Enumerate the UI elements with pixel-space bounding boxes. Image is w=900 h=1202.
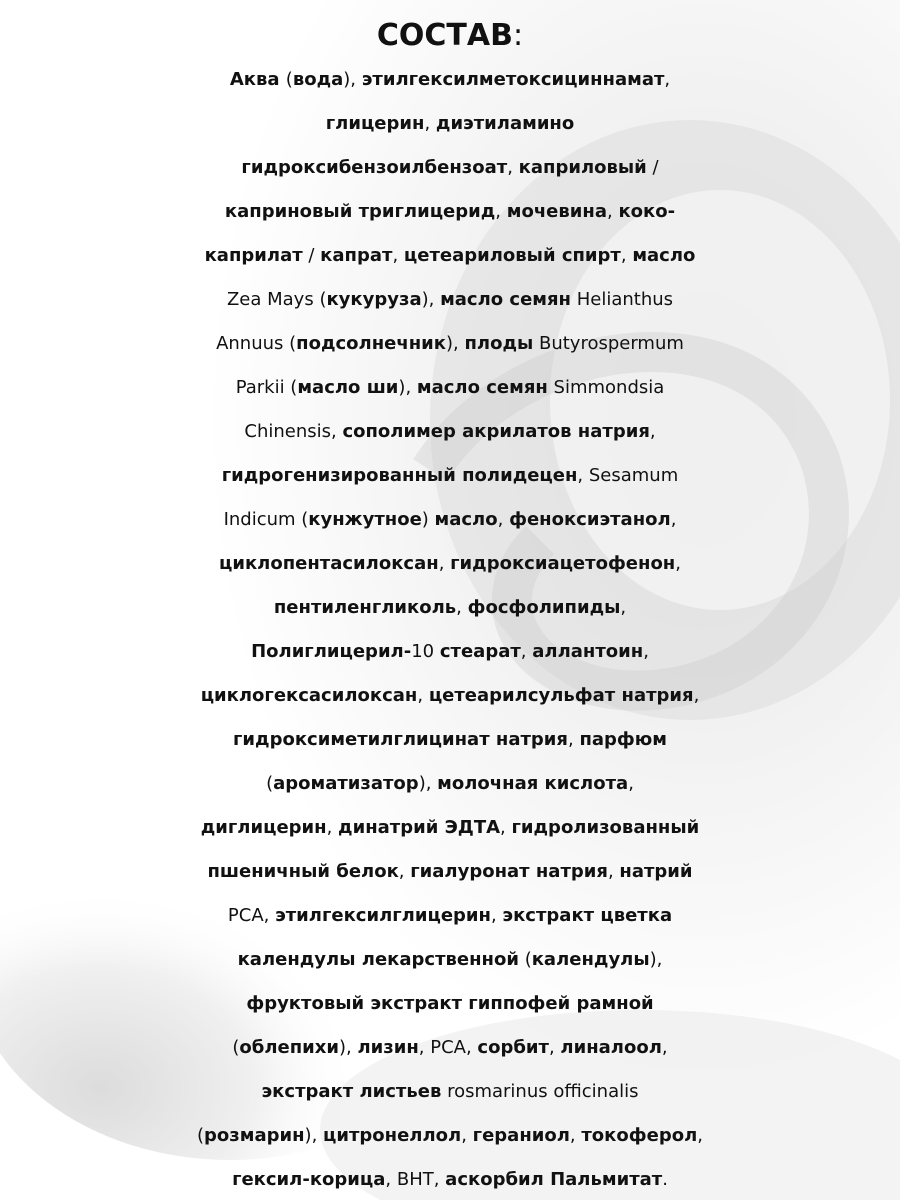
ingredient-name: фруктовый экстракт гиппофей рамной — [246, 993, 654, 1014]
ingredient-name: пшеничный белок — [207, 861, 399, 882]
ingredient-line — [0, 1158, 900, 1202]
ingredient-text: , — [607, 861, 620, 882]
ingredient-name: гидрогенизированный полидецен — [221, 465, 578, 486]
ingredient-text: , — [490, 905, 503, 926]
ingredient-text: Annuus ( — [216, 333, 297, 354]
ingredient-text: , — [693, 685, 700, 706]
ingredient-name: календулы лекарственной — [237, 949, 519, 970]
ingredient-name: коко- — [618, 201, 676, 222]
ingredient-name: Полиглицерил- — [251, 641, 412, 662]
ingredient-line — [0, 894, 900, 938]
ingredient-text: , — [456, 597, 468, 618]
ingredient-text: , — [606, 201, 619, 222]
ingredient-name: плоды — [464, 333, 534, 354]
ingredient-name: лизин — [357, 1037, 419, 1058]
ingredient-name: каприловый — [518, 157, 647, 178]
ingredient-text: , — [500, 817, 512, 838]
ingredient-text: , PCA, — [418, 1037, 478, 1058]
ingredient-text: , Sesamum — [577, 465, 679, 486]
ingredient-text: ( — [285, 69, 293, 90]
ingredient-name: фосфолипиды — [467, 597, 621, 618]
ingredient-text: , — [461, 1125, 473, 1146]
ingredient-name: гидроксиметилглицинат натрия — [233, 729, 568, 750]
ingredient-text: , — [675, 553, 681, 574]
ingredient-text: , — [438, 553, 451, 574]
ingredient-name: масло — [632, 245, 696, 266]
ingredient-text: / — [302, 245, 321, 266]
ingredient-text: , — [497, 509, 510, 530]
ingredient-line — [0, 718, 900, 762]
ingredient-text: , — [417, 685, 429, 706]
ingredient-text: , — [670, 509, 677, 530]
ingredient-text: ( — [197, 1125, 205, 1146]
ingredient-text: , — [392, 245, 404, 266]
ingredient-name: облепихи — [239, 1037, 339, 1058]
ingredient-text: ( — [232, 1037, 240, 1058]
ingredient-name: кукуруза — [326, 289, 422, 310]
ingredient-name: гераниол — [472, 1125, 570, 1146]
ingredient-text: , — [424, 113, 436, 134]
ingredient-text: ), — [339, 1037, 358, 1058]
ingredient-name: гексил-корица — [232, 1169, 386, 1190]
ingredient-text: ) — [421, 509, 435, 530]
ingredient-name: циклопентасилоксан — [219, 553, 439, 574]
ingredient-text: ), — [398, 377, 417, 398]
ingredient-name: аллантоин — [532, 641, 644, 662]
ingredient-text: , — [620, 245, 633, 266]
ingredient-name: цетеариловый спирт — [403, 245, 621, 266]
ingredient-name: каприлат — [204, 245, 303, 266]
ingredient-text: , — [567, 729, 580, 750]
ingredient-text: , — [661, 1037, 668, 1058]
section-title-text: СОСТАВ — [376, 18, 513, 53]
ingredient-text: Indicum ( — [223, 509, 309, 530]
ingredient-name: экстракт листьев — [261, 1081, 442, 1102]
ingredient-line — [0, 454, 900, 498]
ingredient-name: гидроксиацетофенон — [450, 553, 676, 574]
ingredient-name: вода — [292, 69, 344, 90]
ingredient-name: гиалуронат натрия — [410, 861, 608, 882]
ingredient-name: масло семян — [440, 289, 571, 310]
ingredient-line — [0, 190, 900, 234]
ingredient-name: этилгексилметоксициннамат — [361, 69, 665, 90]
ingredient-text: ), — [445, 333, 465, 354]
ingredient-name: экстракт цветка — [502, 905, 673, 926]
ingredient-name: феноксиэтанол — [509, 509, 671, 530]
ingredient-name: цитронеллол — [323, 1125, 462, 1146]
ingredient-name: этилгексилглицерин — [275, 905, 491, 926]
ingredient-text: , — [507, 157, 519, 178]
ingredient-name: натрий — [619, 861, 693, 882]
ingredient-text: Simmondsia — [547, 377, 665, 398]
ingredient-text: , — [697, 1125, 703, 1146]
ingredient-text: , — [620, 597, 627, 618]
ingredient-text: . — [662, 1169, 668, 1190]
ingredient-text: Chinensis, — [244, 421, 343, 442]
ingredient-line — [0, 806, 900, 850]
ingredient-line — [0, 278, 900, 322]
ingredient-name: парфюм — [579, 729, 667, 750]
ingredient-name: масло ши — [297, 377, 399, 398]
ingredient-name: диглицерин — [200, 817, 327, 838]
ingredient-line — [0, 938, 900, 982]
ingredient-text: ( — [518, 949, 532, 970]
ingredient-name: стеарат — [439, 641, 521, 662]
ingredient-name: глицерин — [325, 113, 425, 134]
ingredient-name: масло семян — [416, 377, 548, 398]
ingredient-line — [0, 1070, 900, 1114]
ingredient-text: , — [628, 773, 634, 794]
ingredient-line — [0, 322, 900, 366]
ingredient-line — [0, 234, 900, 278]
ingredient-text: ), — [304, 1125, 324, 1146]
ingredient-text: , — [664, 69, 671, 90]
ingredient-name: циклогексасилоксан — [200, 685, 418, 706]
ingredient-text: , — [520, 641, 533, 662]
ingredient-text: , — [495, 201, 507, 222]
ingredient-line — [0, 982, 900, 1026]
ingredient-text: , — [569, 1125, 582, 1146]
ingredient-line — [0, 542, 900, 586]
ingredient-name: пентиленгликоль — [273, 597, 457, 618]
ingredient-name: капрат — [320, 245, 393, 266]
ingredient-name: сорбит — [477, 1037, 549, 1058]
ingredient-name: сополимер акрилатов натрия — [342, 421, 650, 442]
ingredient-name: каприновый триглицерид — [224, 201, 496, 222]
ingredient-text: rosmarinus officinalis — [441, 1081, 639, 1102]
ingredient-line — [0, 58, 900, 102]
ingredient-line — [0, 850, 900, 894]
ingredient-name: подсолнечник — [296, 333, 446, 354]
ingredient-name: Аква — [229, 69, 286, 90]
ingredient-text: , — [643, 641, 649, 662]
ingredient-name: мочевина — [506, 201, 607, 222]
ingredient-line — [0, 674, 900, 718]
ingredient-text: 10 — [411, 641, 440, 662]
ingredient-text: , BHT, — [385, 1169, 446, 1190]
ingredient-name: гидроксибензоилбензоат — [241, 157, 508, 178]
ingredient-name: масло — [434, 509, 498, 530]
ingredient-line — [0, 1114, 900, 1158]
ingredients-panel — [0, 14, 900, 1202]
ingredient-name: токоферол — [581, 1125, 698, 1146]
ingredient-text: ), — [418, 773, 438, 794]
ingredient-line — [0, 146, 900, 190]
ingredient-line — [0, 1026, 900, 1070]
section-title-colon: : — [512, 18, 524, 53]
ingredient-text: / — [646, 157, 659, 178]
ingredient-name: аскорбил Пальмитат — [445, 1169, 663, 1190]
ingredient-name: линалоол — [560, 1037, 662, 1058]
ingredient-text: ), — [343, 69, 362, 90]
ingredient-text: ), — [649, 949, 663, 970]
ingredient-text: , — [649, 421, 656, 442]
ingredient-line — [0, 102, 900, 146]
ingredient-name: молочная кислота — [437, 773, 629, 794]
ingredient-text: Helianthus — [571, 289, 674, 310]
ingredient-text: Butyrospermum — [533, 333, 684, 354]
ingredient-text: Parkii ( — [235, 377, 298, 398]
ingredient-line — [0, 366, 900, 410]
ingredient-name: диэтиламино — [435, 113, 575, 134]
ingredient-text: Zea Mays ( — [226, 289, 327, 310]
ingredient-text: , — [398, 861, 411, 882]
ingredient-text: ( — [266, 773, 274, 794]
ingredient-name: кунжутное — [308, 509, 422, 530]
ingredient-text: , — [326, 817, 339, 838]
section-title — [0, 14, 900, 58]
ingredient-name: календулы — [531, 949, 650, 970]
ingredient-text: PCA, — [227, 905, 276, 926]
ingredient-name: ароматизатор — [273, 773, 419, 794]
ingredient-text: , — [548, 1037, 561, 1058]
ingredient-line — [0, 498, 900, 542]
ingredient-line — [0, 762, 900, 806]
ingredient-line — [0, 410, 900, 454]
ingredient-name: цетеарилсульфат натрия — [428, 685, 694, 706]
ingredient-name: розмарин — [204, 1125, 305, 1146]
ingredient-text: ), — [421, 289, 441, 310]
ingredient-name: динатрий ЭДТА — [338, 817, 501, 838]
ingredient-line — [0, 630, 900, 674]
ingredient-list — [0, 58, 900, 1202]
ingredient-name: гидролизованный — [511, 817, 700, 838]
ingredient-line — [0, 586, 900, 630]
